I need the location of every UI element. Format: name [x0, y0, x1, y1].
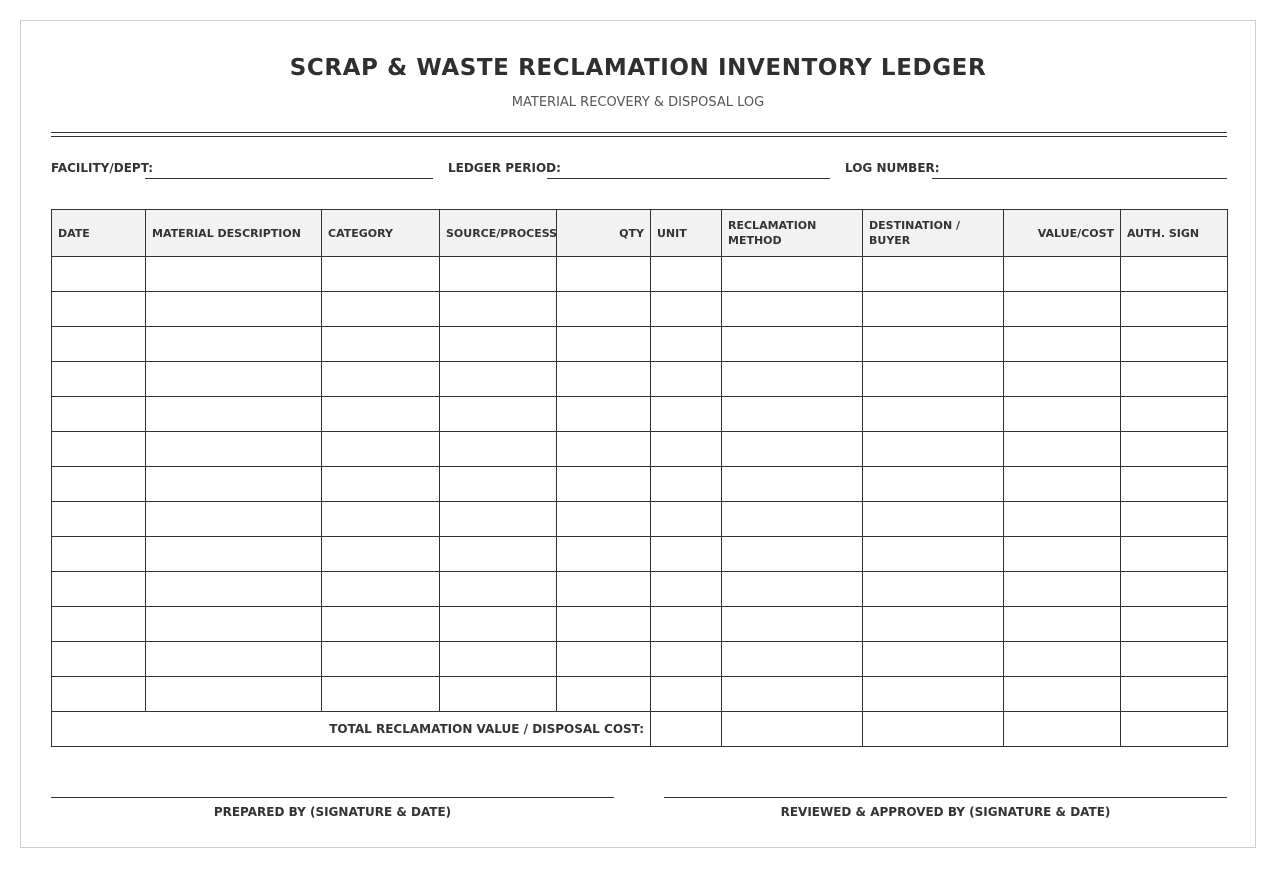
cell-auth-sign[interactable]: [1121, 467, 1228, 502]
cell-category[interactable]: [322, 537, 440, 572]
cell-reclamation-method[interactable]: [722, 257, 863, 292]
facility-label: FACILITY/DEPT:: [51, 161, 154, 175]
cell-unit[interactable]: [651, 257, 722, 292]
cell-material-description[interactable]: [146, 467, 322, 502]
cell-auth-sign[interactable]: [1121, 607, 1228, 642]
cell-source-process[interactable]: [440, 642, 557, 677]
cell-qty[interactable]: [557, 467, 651, 502]
cell-source-process[interactable]: [440, 257, 557, 292]
cell-auth-sign[interactable]: [1121, 327, 1228, 362]
column-header-qty: QTY: [557, 210, 651, 257]
cell-unit[interactable]: [651, 397, 722, 432]
cell-qty[interactable]: [557, 292, 651, 327]
prepared-by-label: PREPARED BY (SIGNATURE & DATE): [213, 805, 452, 819]
facility-field[interactable]: [145, 178, 433, 179]
cell-source-process[interactable]: [440, 572, 557, 607]
cell-unit[interactable]: [651, 467, 722, 502]
column-header-date: DATE: [52, 210, 146, 257]
cell-reclamation-method[interactable]: [722, 607, 863, 642]
cell-reclamation-method[interactable]: [722, 467, 863, 502]
page-subtitle: MATERIAL RECOVERY & DISPOSAL LOG: [511, 95, 765, 110]
cell-date[interactable]: [52, 432, 146, 467]
cell-unit[interactable]: [651, 677, 722, 712]
reviewed-by-signature-line[interactable]: [664, 797, 1227, 798]
table-row: [52, 502, 1228, 537]
cell-date[interactable]: [52, 397, 146, 432]
cell-qty[interactable]: [557, 607, 651, 642]
cell-auth-sign[interactable]: [1121, 677, 1228, 712]
column-header-destination-buyer: DESTINATION / BUYER: [863, 210, 1004, 257]
cell-qty[interactable]: [557, 362, 651, 397]
cell-source-process[interactable]: [440, 607, 557, 642]
cell-unit[interactable]: [651, 502, 722, 537]
table-row: [52, 292, 1228, 327]
table-row: [52, 537, 1228, 572]
cell-qty[interactable]: [557, 537, 651, 572]
cell-source-process[interactable]: [440, 537, 557, 572]
cell-destination-buyer[interactable]: [863, 607, 1004, 642]
cell-qty[interactable]: [557, 397, 651, 432]
table-row: [52, 257, 1228, 292]
cell-category[interactable]: [322, 292, 440, 327]
cell-unit[interactable]: [651, 572, 722, 607]
total-row: [52, 712, 1228, 747]
cell-auth-sign[interactable]: [1121, 397, 1228, 432]
cell-date[interactable]: [52, 607, 146, 642]
total-cell[interactable]: [722, 712, 863, 747]
ledger-period-field[interactable]: [547, 178, 830, 179]
cell-reclamation-method[interactable]: [722, 327, 863, 362]
prepared-by-signature-line[interactable]: [51, 797, 614, 798]
cell-unit[interactable]: [651, 607, 722, 642]
cell-category[interactable]: [322, 607, 440, 642]
cell-qty[interactable]: [557, 572, 651, 607]
cell-value-cost[interactable]: [1004, 537, 1121, 572]
cell-category[interactable]: [322, 257, 440, 292]
column-header-auth-sign: AUTH. SIGN: [1121, 210, 1228, 257]
cell-reclamation-method[interactable]: [722, 502, 863, 537]
cell-destination-buyer[interactable]: [863, 362, 1004, 397]
log-number-field[interactable]: [932, 178, 1227, 179]
cell-value-cost[interactable]: [1004, 607, 1121, 642]
cell-material-description[interactable]: [146, 362, 322, 397]
cell-category[interactable]: [322, 572, 440, 607]
page-title: SCRAP & WASTE RECLAMATION INVENTORY LEDGER: [289, 55, 987, 81]
cell-unit[interactable]: [651, 642, 722, 677]
cell-value-cost[interactable]: [1004, 467, 1121, 502]
cell-date[interactable]: [52, 327, 146, 362]
cell-value-cost[interactable]: [1004, 327, 1121, 362]
column-header-unit: UNIT: [651, 210, 722, 257]
cell-value-cost[interactable]: [1004, 677, 1121, 712]
cell-reclamation-method[interactable]: [722, 362, 863, 397]
cell-unit[interactable]: [651, 292, 722, 327]
cell-reclamation-method[interactable]: [722, 642, 863, 677]
cell-material-description[interactable]: [146, 642, 322, 677]
header-divider: [51, 132, 1227, 137]
cell-unit[interactable]: [651, 432, 722, 467]
cell-date[interactable]: [52, 677, 146, 712]
cell-destination-buyer[interactable]: [863, 677, 1004, 712]
cell-qty[interactable]: [557, 257, 651, 292]
cell-date[interactable]: [52, 292, 146, 327]
cell-material-description[interactable]: [146, 607, 322, 642]
cell-destination-buyer[interactable]: [863, 292, 1004, 327]
cell-qty[interactable]: [557, 502, 651, 537]
cell-value-cost[interactable]: [1004, 362, 1121, 397]
cell-unit[interactable]: [651, 327, 722, 362]
cell-material-description[interactable]: [146, 537, 322, 572]
cell-destination-buyer[interactable]: [863, 432, 1004, 467]
cell-unit[interactable]: [651, 362, 722, 397]
cell-source-process[interactable]: [440, 467, 557, 502]
cell-date[interactable]: [52, 467, 146, 502]
cell-date[interactable]: [52, 257, 146, 292]
cell-value-cost[interactable]: [1004, 502, 1121, 537]
log-number-label: LOG NUMBER:: [845, 161, 940, 175]
column-header-material-description: MATERIAL DESCRIPTION: [146, 210, 322, 257]
table-row: [52, 397, 1228, 432]
total-cell[interactable]: [651, 712, 722, 747]
cell-destination-buyer[interactable]: [863, 502, 1004, 537]
cell-value-cost[interactable]: [1004, 572, 1121, 607]
cell-auth-sign[interactable]: [1121, 362, 1228, 397]
cell-category[interactable]: [322, 397, 440, 432]
table-row: [52, 362, 1228, 397]
cell-date[interactable]: [52, 537, 146, 572]
cell-reclamation-method[interactable]: [722, 677, 863, 712]
cell-material-description[interactable]: [146, 677, 322, 712]
cell-category[interactable]: [322, 642, 440, 677]
cell-material-description[interactable]: [146, 292, 322, 327]
cell-auth-sign[interactable]: [1121, 572, 1228, 607]
cell-reclamation-method[interactable]: [722, 432, 863, 467]
cell-source-process[interactable]: [440, 677, 557, 712]
cell-reclamation-method[interactable]: [722, 397, 863, 432]
cell-reclamation-method[interactable]: [722, 537, 863, 572]
cell-source-process[interactable]: [440, 502, 557, 537]
total-label: TOTAL RECLAMATION VALUE / DISPOSAL COST:: [52, 712, 651, 747]
ledger-sheet: [20, 20, 1256, 848]
total-cell[interactable]: [1121, 712, 1228, 747]
cell-auth-sign[interactable]: [1121, 257, 1228, 292]
cell-category[interactable]: [322, 677, 440, 712]
column-header-source-process: SOURCE/PROCESS: [440, 210, 557, 257]
column-header-value-cost: VALUE/COST: [1004, 210, 1121, 257]
cell-category[interactable]: [322, 432, 440, 467]
cell-destination-buyer[interactable]: [863, 257, 1004, 292]
column-header-reclamation-method: RECLAMATION METHOD: [722, 210, 863, 257]
cell-source-process[interactable]: [440, 432, 557, 467]
cell-source-process[interactable]: [440, 292, 557, 327]
cell-material-description[interactable]: [146, 327, 322, 362]
cell-destination-buyer[interactable]: [863, 327, 1004, 362]
cell-value-cost[interactable]: [1004, 642, 1121, 677]
cell-destination-buyer[interactable]: [863, 537, 1004, 572]
cell-destination-buyer[interactable]: [863, 397, 1004, 432]
cell-category[interactable]: [322, 467, 440, 502]
table-row: [52, 677, 1228, 712]
cell-auth-sign[interactable]: [1121, 292, 1228, 327]
inventory-ledger-table: [51, 209, 1228, 747]
cell-source-process[interactable]: [440, 397, 557, 432]
cell-date[interactable]: [52, 502, 146, 537]
cell-date[interactable]: [52, 642, 146, 677]
cell-material-description[interactable]: [146, 257, 322, 292]
cell-source-process[interactable]: [440, 327, 557, 362]
total-cell[interactable]: [863, 712, 1004, 747]
cell-material-description[interactable]: [146, 432, 322, 467]
cell-date[interactable]: [52, 572, 146, 607]
cell-destination-buyer[interactable]: [863, 467, 1004, 502]
reviewed-by-label: REVIEWED & APPROVED BY (SIGNATURE & DATE): [780, 805, 1111, 819]
cell-qty[interactable]: [557, 677, 651, 712]
table-header-row: [52, 210, 1228, 257]
table-row: [52, 642, 1228, 677]
table-row: [52, 607, 1228, 642]
cell-auth-sign[interactable]: [1121, 642, 1228, 677]
cell-material-description[interactable]: [146, 397, 322, 432]
table-row: [52, 432, 1228, 467]
cell-material-description[interactable]: [146, 502, 322, 537]
cell-source-process[interactable]: [440, 362, 557, 397]
cell-value-cost[interactable]: [1004, 397, 1121, 432]
cell-auth-sign[interactable]: [1121, 432, 1228, 467]
cell-auth-sign[interactable]: [1121, 537, 1228, 572]
cell-destination-buyer[interactable]: [863, 572, 1004, 607]
table-row: [52, 327, 1228, 362]
cell-qty[interactable]: [557, 642, 651, 677]
cell-category[interactable]: [322, 502, 440, 537]
ledger-period-label: LEDGER PERIOD:: [448, 161, 561, 175]
cell-unit[interactable]: [651, 537, 722, 572]
cell-destination-buyer[interactable]: [863, 642, 1004, 677]
cell-value-cost[interactable]: [1004, 432, 1121, 467]
cell-auth-sign[interactable]: [1121, 502, 1228, 537]
cell-qty[interactable]: [557, 327, 651, 362]
cell-qty[interactable]: [557, 432, 651, 467]
cell-value-cost[interactable]: [1004, 292, 1121, 327]
cell-category[interactable]: [322, 327, 440, 362]
table-row: [52, 467, 1228, 502]
total-value-cell[interactable]: [1004, 712, 1121, 747]
cell-reclamation-method[interactable]: [722, 292, 863, 327]
table-row: [52, 572, 1228, 607]
cell-date[interactable]: [52, 362, 146, 397]
cell-value-cost[interactable]: [1004, 257, 1121, 292]
cell-category[interactable]: [322, 362, 440, 397]
column-header-category: CATEGORY: [322, 210, 440, 257]
cell-material-description[interactable]: [146, 572, 322, 607]
cell-reclamation-method[interactable]: [722, 572, 863, 607]
ledger-body: [52, 257, 1228, 747]
